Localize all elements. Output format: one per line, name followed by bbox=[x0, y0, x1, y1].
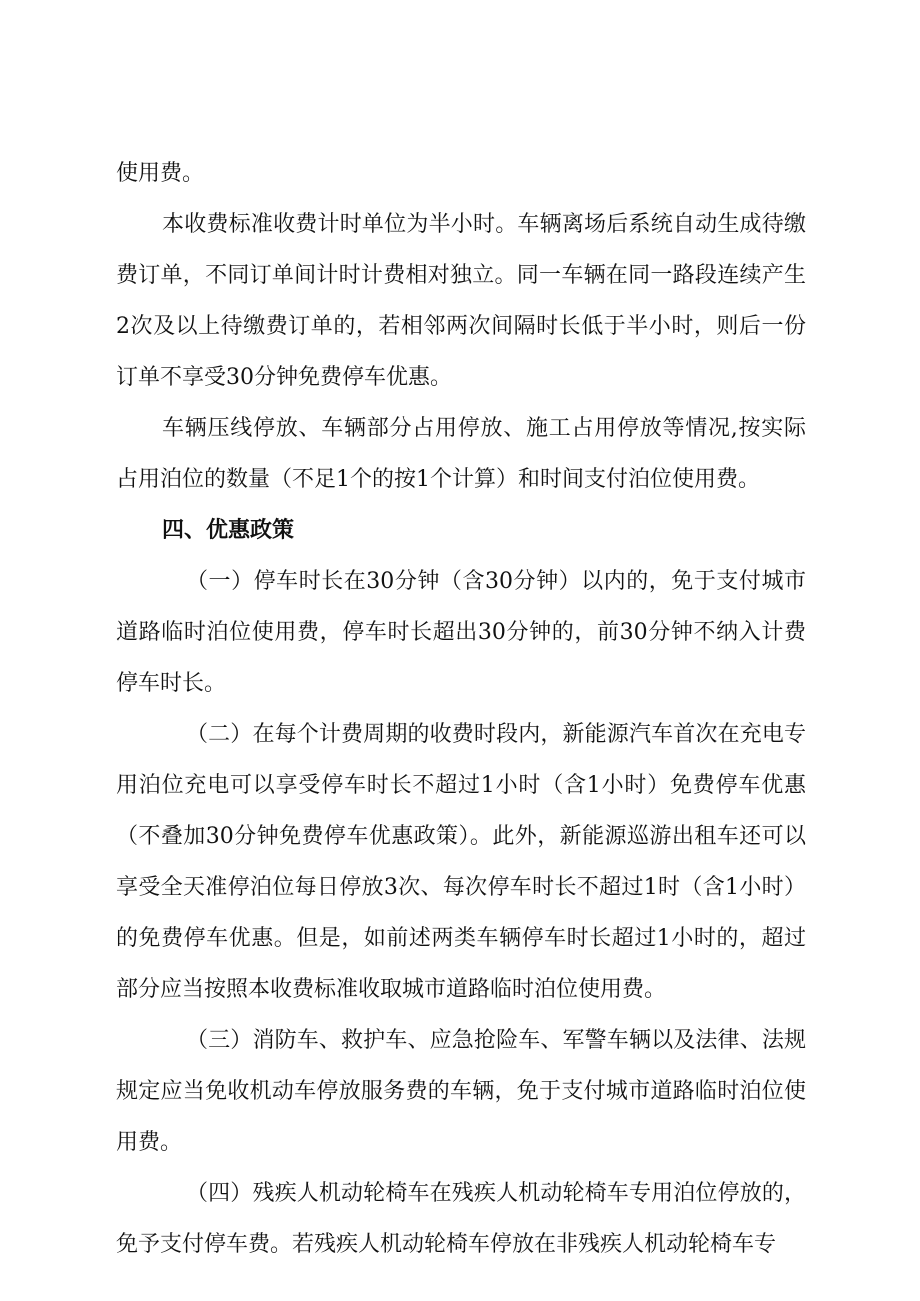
section-heading-discount-policy: 四、优惠政策 bbox=[162, 518, 295, 543]
paragraph-continuation: 使用费。 bbox=[116, 161, 205, 186]
paragraph-item-1: （一）停车时长在30分钟（含30分钟）以内的，免于支付城市道路临时泊位使用费，停车时长超出30分钟的，前30分钟不纳入计费停车时长。 bbox=[116, 569, 806, 696]
paragraph-billing-unit: 本收费标准收费计时单位为半小时。车辆离场后系统自动生成待缴费订单，不同订单间计时计费相对独立。同一车辆在同一路段连续产生2次及以上待缴费订单的，若相邻两次间隔时长低于半小时，则后一份订单不享受30分钟免费停车优惠。 bbox=[116, 212, 806, 390]
paragraph-item-2: （二）在每个计费周期的收费时段内，新能源汽车首次在充电专用泊位充电可以享受停车时长不超过1小时（含1小时）免费停车优惠（不叠加30分钟免费停车优惠政策）。此外，新能源巡游出租车还可以享受全天准停泊位每日停放3次、每次停车时长不超过1时（含1小时）的免费停车优惠。但是，如前述两类车辆停车时长超过1小时的，超过部分应当按照本收费标准收取城市道路临时泊位使用费。 bbox=[116, 722, 806, 1002]
document-page bbox=[116, 148, 806, 1270]
paragraph-line-parking: 车辆压线停放、车辆部分占用停放、施工占用停放等情况,按实际占用泊位的数量（不足1个的按1个计算）和时间支付泊位使用费。 bbox=[116, 416, 806, 492]
paragraph-item-3: （三）消防车、救护车、应急抢险车、军警车辆以及法律、法规规定应当免收机动车停放服务费的车辆，免于支付城市道路临时泊位使用费。 bbox=[116, 1028, 806, 1155]
paragraph-item-4: （四）残疾人机动轮椅车在残疾人机动轮椅车专用泊位停放的，免予支付停车费。若残疾人机动轮椅车停放在非残疾人机动轮椅车专 bbox=[116, 1181, 806, 1257]
